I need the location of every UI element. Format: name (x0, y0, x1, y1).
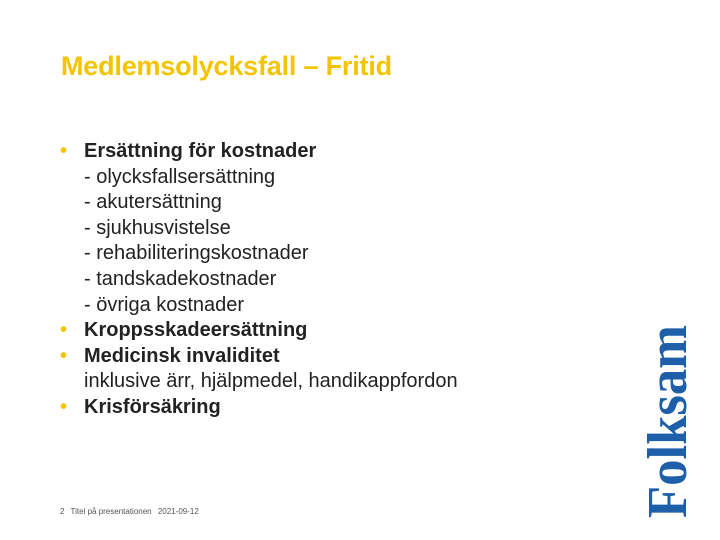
folksam-logo (637, 312, 699, 518)
bullet-item-kroppsskada (60, 318, 458, 344)
bullet-list (60, 139, 458, 421)
bullet-text: Krisförsäkring (84, 395, 221, 418)
sub-item: - rehabiliteringskostnader (84, 242, 309, 265)
slide-footer (60, 507, 203, 516)
slide-title: Medlemsolycksfall – Fritid (61, 51, 392, 81)
bullet-marker: • (60, 140, 68, 162)
sub-item: - olycksfallsersättning (84, 165, 276, 188)
sub-item: inklusive ärr, hjälpmedel, handikappfordon (84, 370, 458, 393)
bullet-text: Kroppsskadeersättning (84, 319, 308, 342)
sub-item: - övriga kostnader (84, 293, 245, 316)
bullet-item-ersattning (60, 139, 458, 318)
bullet-item-krisforsakring (60, 395, 458, 421)
page-number: 2 (60, 507, 65, 516)
bullet-marker: • (60, 395, 68, 418)
bullet-item-invaliditet (60, 344, 458, 395)
footer-date: 2021-09-12 (157, 507, 199, 516)
bullet-marker: • (60, 319, 68, 342)
logo-text: Folksam (637, 312, 699, 518)
sub-item: - tandskadekostnader (84, 267, 277, 290)
sub-item: - akutersättning (84, 191, 222, 214)
bullet-text: Medicinsk invaliditet (84, 344, 280, 367)
sub-item: - sjukhusvistelse (84, 216, 231, 239)
bullet-marker: • (60, 344, 68, 367)
bullet-text: Ersättning för kostnader (84, 140, 317, 162)
presentation-title: Titel på presentationen (70, 507, 152, 516)
